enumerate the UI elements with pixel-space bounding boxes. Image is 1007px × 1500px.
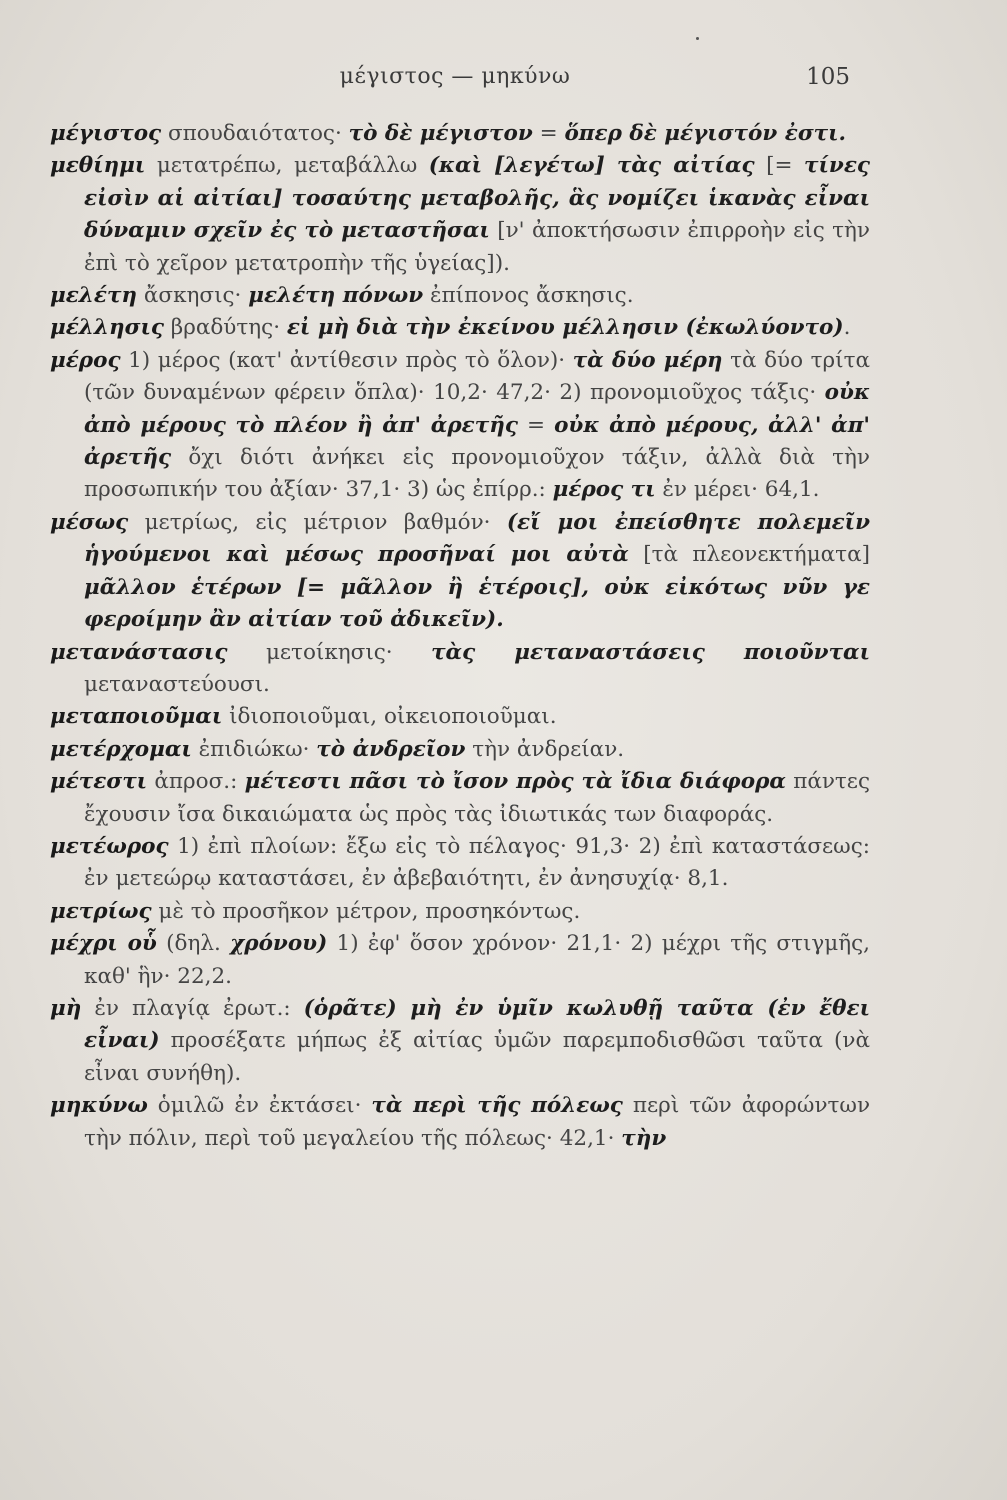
entry-gloss: μετοίκησις· [227, 639, 432, 665]
entry-quotation: τὴν [621, 1125, 667, 1151]
entry-term: μετρίως [50, 898, 152, 924]
entry-term: μέγιστος [50, 121, 162, 146]
glossary-entry [50, 150, 870, 280]
glossary-entry [50, 734, 870, 766]
entry-gloss: ἐπίπονος ἄσκησις. [423, 283, 634, 309]
entry-gloss: 1) μέρος (κατ' ἀντίθεσιν πρὸς τὸ ὅλον)· [120, 347, 573, 373]
entry-definition [137, 283, 634, 308]
entry-gloss: ὄχι διότι ἀνήκει εἰς προνομιοῦχον τάξιν, ἀλλὰ διὰ τὴν προσωπικήν του ἀξίαν· 37,1· 3) ὡς ἐπίρρ.: [84, 445, 870, 503]
glossary-entry [50, 345, 870, 507]
glossary-entry [50, 1090, 870, 1155]
entry-definition [164, 315, 850, 340]
glossary-entry [50, 896, 870, 928]
glossary-entry [50, 766, 870, 831]
entry-definition [222, 704, 556, 729]
entry-gloss: ἐπιδιώκω· [191, 736, 317, 762]
entry-term: μέτεστι [50, 769, 148, 795]
entry-definition [152, 899, 581, 924]
entry-definition [84, 769, 870, 826]
entry-term: μέχρι οὗ [50, 931, 157, 957]
entry-quotation: εἰ μὴ διὰ τὴν ἐκείνου μέλλησιν (ἐκωλύοντο) [286, 315, 844, 341]
entry-term: μετέρχομαι [50, 736, 192, 762]
page-number: 105 [806, 64, 850, 90]
entry-quotation: μᾶλλον ἑτέρων [= μᾶλλον ἢ ἑτέροις], οὐκ εἰκότως νῦν γε φεροίμην ἂν αἰτίαν τοῦ ἀδικεῖν). [84, 574, 870, 633]
entry-gloss: μὲ τὸ προσῆκον μέτρον, προσηκόντως. [151, 898, 581, 924]
glossary-entry [50, 701, 870, 733]
entry-gloss: 1) ἐπὶ πλοίων: ἔξω εἰς τὸ πέλαγος· 91,3· 2) ἐπὶ καταστάσεως: ἐν μετεώρῳ καταστάσει, ἐν ἀβεβαιότητι, ἐν ἀνησυχίᾳ· 8,1. [84, 833, 870, 892]
entry-gloss: . [843, 315, 851, 341]
entry-gloss: [ν' ἀποκτήσωσιν ἐπιρροὴν εἰς τὴν ἐπὶ τὸ χεῖρον μετατροπὴν τῆς ὑγείας]). [84, 218, 871, 276]
entry-quotation: (εἴ μοι ἐπείσθητε πολεμεῖν ἡγούμενοι καὶ μέσως προσῆναί μοι αὐτὰ [84, 509, 870, 568]
glossary-entry [50, 928, 870, 993]
glossary-entry [50, 507, 870, 637]
entry-quotation: ὅπερ δὲ μέγιστόν ἐστι. [564, 121, 847, 146]
entry-quotation: τίνες εἰσὶν αἱ αἰτίαι] τοσαύτης μεταβολῆς, ἃς νομίζει ἱκανὰς εἶναι δύναμιν σχεῖν ἐς τὸ μεταστῆσαι [84, 153, 870, 244]
entry-term: μὴ [50, 995, 82, 1021]
glossary-entry [50, 280, 870, 312]
entry-quotation: μέρος τι [552, 477, 656, 503]
entry-term: μεθίημι [50, 153, 146, 179]
entry-term: μετανάστασις [50, 639, 228, 665]
entry-definition [84, 931, 870, 988]
entry-quotation: (ὁρᾶτε) μὴ ἐν ὑμῖν κωλυθῇ ταῦτα (ἐν ἔθει εἶναι) [84, 995, 870, 1054]
entry-gloss: μετατρέπω, μεταβάλλω [145, 153, 429, 179]
entry-quotation: χρόνου) [230, 931, 328, 957]
entry-gloss: προσέξατε μήπως ἐξ αἰτίας ὑμῶν παρεμποδισθῶσι ταῦτα (νὰ εἶναι συνήθη). [84, 1028, 870, 1086]
entry-gloss: βραδύτης· [163, 315, 287, 341]
entry-quotation: τὰ δύο μέρη [572, 347, 723, 373]
entry-term: μεταποιοῦμαι [50, 704, 223, 730]
glossary-entry [50, 831, 870, 896]
entry-quotation: τὰς μεταναστάσεις ποιοῦνται [431, 639, 870, 665]
entry-gloss: ἐν πλαγίᾳ ἐρωτ.: [81, 995, 304, 1021]
entry-quotation: μέτεστι πᾶσι τὸ ἴσον πρὸς τὰ ἴδια διάφορα [244, 769, 786, 795]
glossary-entries [50, 118, 870, 1155]
glossary-entry [50, 637, 870, 702]
entry-gloss: = [517, 412, 555, 438]
entry-gloss: τὰ δύο τρίτα (τῶν δυναμένων φέρειν ὅπλα)· 10,2· 47,2· 2) προνομιοῦχος τάξις· [84, 347, 870, 406]
entry-gloss: ἀπροσ.: [147, 769, 245, 795]
entry-definition [192, 737, 624, 762]
glossary-entry [50, 993, 870, 1090]
entry-gloss: [τὰ πλεονεκτήματα] [628, 542, 870, 568]
entry-gloss: μεταναστεύουσι. [84, 671, 270, 697]
entry-gloss: τὴν ἀνδρείαν. [465, 736, 625, 762]
entry-gloss: πάντες ἔχουσιν ἴσα δικαιώματα ὡς πρὸς τὰς ἰδιωτικάς των διαφοράς. [84, 769, 870, 827]
entry-definition [84, 1093, 870, 1150]
entry-quotation: τὸ ἀνδρεῖον [316, 736, 466, 762]
entry-gloss: 1) ἐφ' ὅσον χρόνον· 21,1· 2) μέχρι τῆς στιγμῆς, καθ' ἣν· 22,2. [84, 931, 870, 989]
print-speck [696, 37, 699, 40]
entry-gloss: [= [754, 153, 805, 179]
entry-definition [81, 996, 870, 1086]
entry-quotation: οὐκ ἀπὸ μέρους τὸ πλέον ἢ ἀπ' ἀρετῆς [84, 380, 870, 438]
glossary-entry [50, 312, 870, 344]
entry-quotation: μελέτη πόνων [248, 283, 424, 309]
entry-definition [161, 121, 846, 146]
entry-gloss: σπουδαιότατος· [161, 121, 349, 146]
entry-quotation: (καὶ [λεγέτω] τὰς αἰτίας [428, 153, 755, 179]
entry-term: μηκύνω [50, 1093, 148, 1119]
entry-gloss: = [532, 121, 565, 146]
entry-gloss: ὁμιλῶ ἐν ἐκτάσει· [147, 1093, 372, 1119]
entry-definition [84, 348, 870, 503]
entry-definition [84, 153, 870, 275]
entry-definition [84, 510, 870, 632]
entry-gloss: ἄσκησις· [137, 283, 249, 309]
entry-gloss: περὶ τῶν ἀφορώντων τὴν πόλιν, περὶ τοῦ μεγαλείου τῆς πόλεως· 42,1· [84, 1093, 871, 1151]
entry-quotation: τὸ δὲ μέγιστον [348, 121, 533, 146]
entry-definition [84, 834, 870, 891]
entry-gloss: (δηλ. [156, 931, 231, 957]
entry-term: μέσως [50, 509, 129, 535]
entry-term: μέρος [50, 347, 121, 373]
entry-term: μετέωρος [50, 833, 169, 859]
entry-term: μελέτη [50, 283, 138, 309]
entry-quotation: οὐκ ἀπὸ μέρους, ἀλλ' ἀπ' ἀρετῆς [84, 412, 871, 471]
running-title: μέγιστος — μηκύνω [339, 64, 571, 89]
glossary-entry [50, 118, 870, 150]
running-head [60, 64, 850, 98]
entry-gloss: μετρίως, εἰς μέτριον βαθμόν· [128, 509, 507, 535]
entry-gloss: ἰδιοποιοῦμαι, οἰκειοποιοῦμαι. [222, 704, 557, 730]
entry-quotation: τὰ περὶ τῆς πόλεως [371, 1093, 623, 1119]
entry-term: μέλλησις [50, 315, 164, 341]
entry-gloss: ἐν μέρει· 64,1. [655, 477, 820, 503]
